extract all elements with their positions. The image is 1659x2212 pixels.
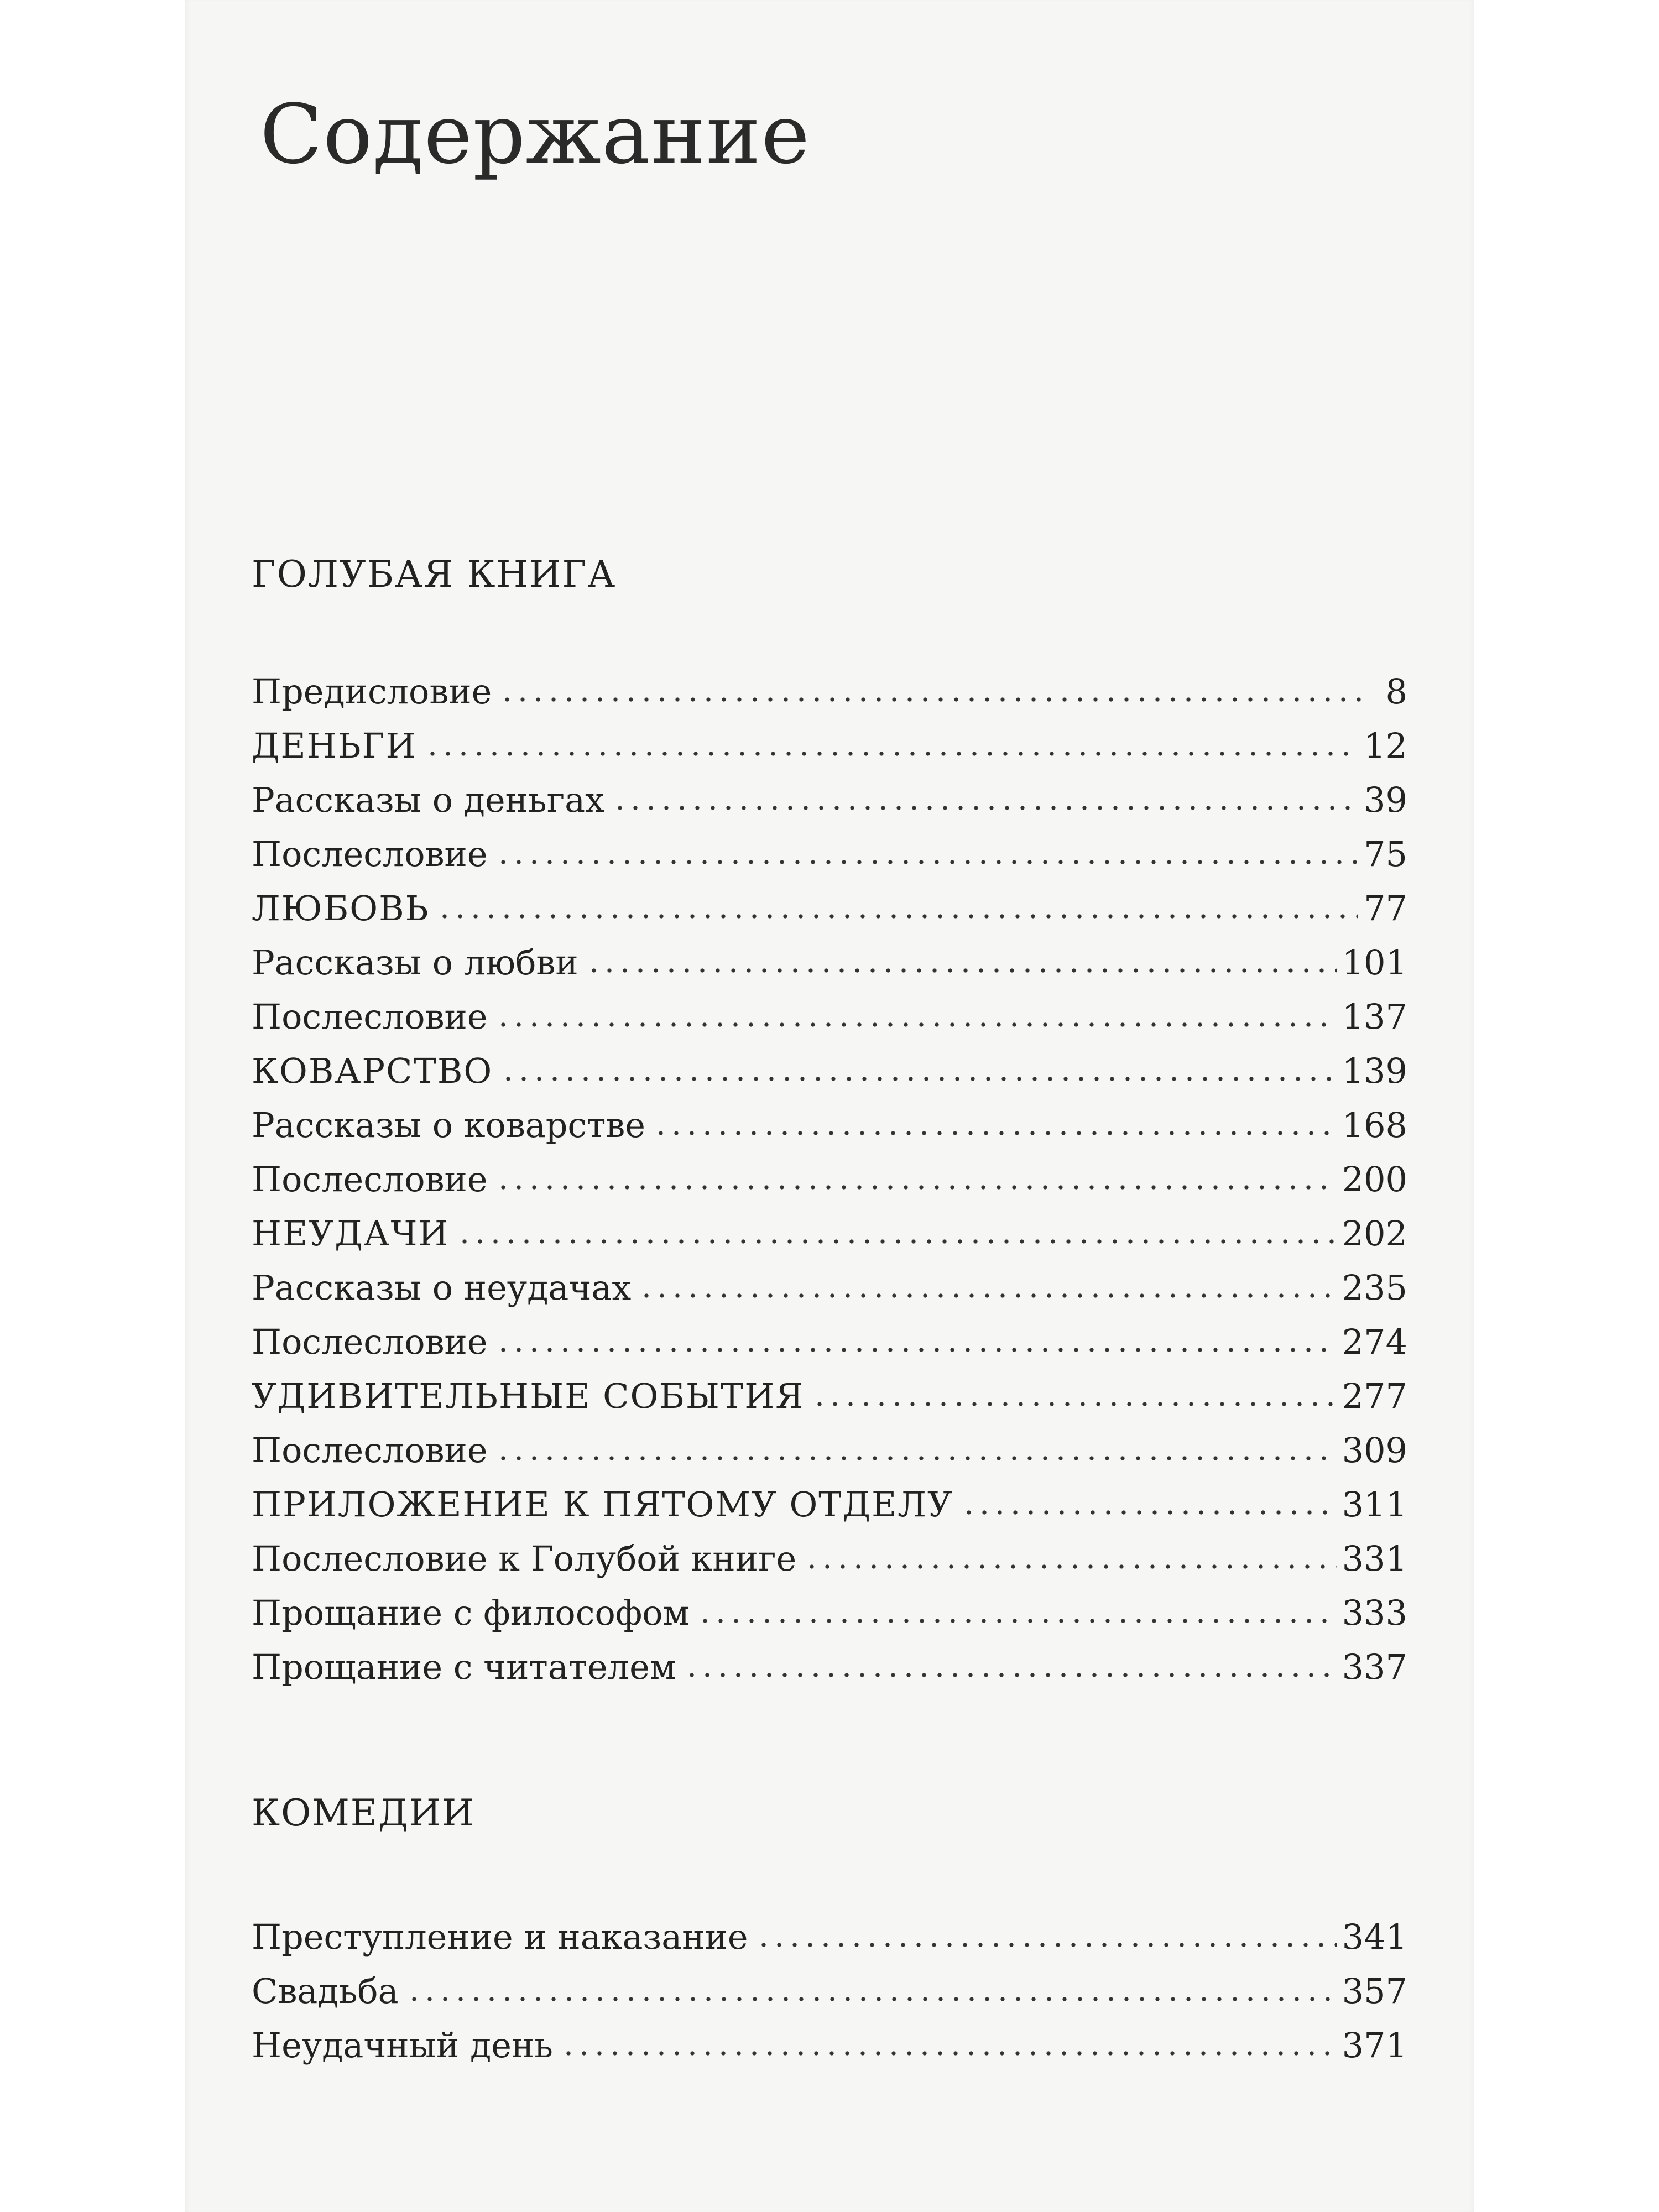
toc-entry <box>252 1954 1407 2011</box>
toc-entry-title: Рассказы о любви <box>252 942 578 983</box>
dot-leader <box>684 1671 1337 1679</box>
toc-entry-page-number: 337 <box>1342 1647 1407 1687</box>
toc-entry-title: КОВАРСТВО <box>252 1051 493 1091</box>
dot-leader <box>961 1509 1337 1516</box>
toc-entry <box>252 1468 1407 1525</box>
toc-entry <box>252 926 1407 983</box>
dot-leader <box>425 750 1358 758</box>
toc-entry-title: Рассказы о деньгах <box>252 780 605 820</box>
toc-entry-title: Рассказы о коварстве <box>252 1105 646 1145</box>
toc-entry-page-number: 235 <box>1342 1267 1407 1308</box>
toc-entry-title: ЛЮБОВЬ <box>252 888 430 928</box>
toc-entry-title: ДЕНЬГИ <box>252 726 417 766</box>
toc-entry-page-number: 341 <box>1342 1917 1407 1957</box>
toc-entry-title: Послесловие <box>252 834 488 874</box>
toc-entry-page-number: 331 <box>1342 1538 1407 1579</box>
toc-entry-title: Преступление и наказание <box>252 1917 748 1957</box>
dot-leader <box>500 1075 1336 1083</box>
toc-entry-page-number: 75 <box>1364 834 1407 874</box>
dot-leader <box>586 967 1337 974</box>
toc-entry-title: НЕУДАЧИ <box>252 1213 450 1254</box>
dot-leader <box>495 858 1359 866</box>
toc-entry <box>252 763 1407 820</box>
dot-leader <box>639 1292 1336 1300</box>
toc-entry-page-number: 168 <box>1342 1105 1407 1145</box>
toc-entry-title: ПРИЛОЖЕНИЕ К ПЯТОМУ ОТДЕЛУ <box>252 1484 953 1525</box>
toc-entry <box>252 1576 1407 1633</box>
toc-entry-page-number: 274 <box>1342 1322 1407 1362</box>
toc-entry <box>252 1359 1407 1416</box>
dot-leader <box>653 1129 1337 1137</box>
toc-list-comedies <box>252 1900 1407 2063</box>
toc-entry-page-number: 101 <box>1342 942 1407 983</box>
toc-entry-title: Послесловие <box>252 1159 488 1199</box>
toc-entry-page-number: 137 <box>1342 997 1407 1037</box>
toc-entry-page-number: 311 <box>1342 1484 1407 1525</box>
toc-entry-title: Прощание с читателем <box>252 1647 677 1687</box>
toc-entry <box>252 1034 1407 1091</box>
dot-leader <box>812 1400 1336 1408</box>
toc-entry-page-number: 202 <box>1342 1213 1407 1254</box>
toc-entry-page-number: 309 <box>1342 1430 1407 1470</box>
toc-entry-title: УДИВИТЕЛЬНЫЕ СОБЫТИЯ <box>252 1376 805 1416</box>
toc-entry <box>252 1088 1407 1145</box>
toc-entry-title: Послесловие к Голубой книге <box>252 1538 797 1579</box>
toc-entry-page-number: 333 <box>1342 1593 1407 1633</box>
dot-leader <box>697 1617 1337 1625</box>
section-heading-comedies: КОМЕДИИ <box>252 1792 475 1834</box>
toc-entry-title: Свадьба <box>252 1971 399 2011</box>
dot-leader <box>457 1238 1336 1245</box>
toc-entry <box>252 1522 1407 1579</box>
dot-leader <box>499 696 1369 703</box>
toc-entry <box>252 1197 1407 1254</box>
toc-entry <box>252 1305 1407 1362</box>
toc-entry-title: Неудачный день <box>252 2025 554 2065</box>
toc-entry-page-number: 39 <box>1364 780 1407 820</box>
toc-entry-page-number: 139 <box>1342 1051 1407 1091</box>
toc-entry-page-number: 277 <box>1342 1376 1407 1416</box>
dot-leader <box>804 1563 1336 1571</box>
toc-entry <box>252 709 1407 766</box>
toc-entry-page-number: 357 <box>1342 1971 1407 2011</box>
dot-leader <box>406 1995 1337 2003</box>
dot-leader <box>437 912 1358 920</box>
section-heading-blue-book: ГОЛУБАЯ КНИГА <box>252 553 617 596</box>
dot-leader <box>756 1941 1337 1949</box>
toc-entry-page-number: 200 <box>1342 1159 1407 1199</box>
toc-entry-title: Послесловие <box>252 997 488 1037</box>
toc-entry-title: Предисловие <box>252 671 492 712</box>
page-title: Содержание <box>260 87 811 182</box>
dot-leader <box>495 1183 1337 1191</box>
toc-entry-title: Послесловие <box>252 1322 488 1362</box>
dot-leader <box>495 1454 1337 1462</box>
toc-entry <box>252 817 1407 872</box>
toc-entry <box>252 872 1407 926</box>
toc-entry-page-number: 77 <box>1364 888 1407 928</box>
toc-entry <box>252 980 1407 1037</box>
toc-entry-title: Послесловие <box>252 1430 488 1470</box>
toc-entry <box>252 2008 1407 2063</box>
dot-leader <box>561 2049 1337 2057</box>
toc-entry-page-number: 8 <box>1385 671 1407 712</box>
toc-entry-title: Прощание с философом <box>252 1593 690 1633</box>
toc-entry-page-number: 371 <box>1342 2025 1407 2065</box>
toc-entry-title: Рассказы о неудачах <box>252 1267 632 1308</box>
dot-leader <box>612 804 1358 812</box>
toc-entry-page-number: 12 <box>1364 726 1407 766</box>
toc-entry <box>252 1630 1407 1687</box>
toc-entry <box>252 1251 1407 1308</box>
toc-entry <box>252 1142 1407 1197</box>
toc-entry <box>252 1413 1407 1468</box>
toc-list-blue-book <box>252 655 1407 1687</box>
toc-entry <box>252 655 1407 712</box>
toc-entry <box>252 1900 1407 1957</box>
dot-leader <box>495 1021 1337 1029</box>
dot-leader <box>495 1346 1337 1354</box>
